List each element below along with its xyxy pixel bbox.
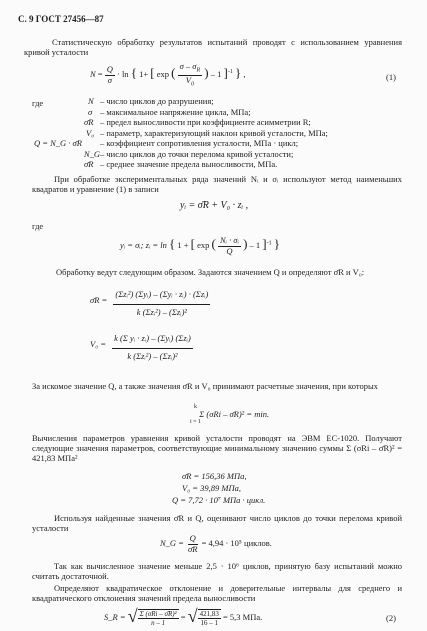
equation-2: S_R = √ $\frac{\text{Σ (σRi – σ̄R)²}}{n - 1}$ = √ $\frac{421,83}{16 - 1}$ = 5,3 МПа. [104, 606, 263, 628]
paragraph-search: За искомое значение Q, а также значения σ̄R и V₀ принимают расчетные значения, при которых [32, 381, 378, 391]
result-q: Q = 7,72 · 10⁷ МПа · цикл. [172, 495, 266, 505]
definition-row: σ – максимальное напряжение цикла, МПа; [88, 106, 251, 117]
equation-1-number: (1) [386, 72, 396, 82]
result-v0: V₀ = 39,89 МПа, [182, 483, 241, 493]
paragraph-deviation: Определяют квадратическое отклонение и доверительные интервалы для среднего и квадратического отклонения значений предела выносливости [32, 583, 402, 603]
paragraph-base-sufficient: Так как вычисленное значение меньше 2,5 · 10⁶ циклов, принятую базу испытаний можно считать достаточной. [32, 561, 402, 581]
equation-sigma-r: σ̄R = $\frac{\text{(Σzᵢ²) (Σyᵢ) – (Σyᵢ · zᵢ) · (Σzᵢ)}}{\text{k (Σzᵢ²) – (Σzᵢ)²}}$ [90, 289, 209, 317]
equation-2-number: (2) [386, 613, 396, 623]
paragraph-breakpoint: Используя найденные значения σ̄R и Q, оценивают число циклов до точки перелома кривой усталости [32, 513, 402, 533]
paragraph-ls-method: При обработке экспериментальных ряда значений Nᵢ и σᵢ используют метод наименьших квадратов и уравнение (1) в записи [32, 174, 402, 194]
page-header: С. 9 ГОСТ 27456—87 [18, 14, 104, 24]
definition-row: N_G – число циклов до точки перелома кривой усталости; [84, 148, 294, 159]
result-sigma-r: σ̄R = 156,36 МПа, [182, 471, 247, 481]
definition-row: σ̄R – среднее значение предела выносливости, МПа. [84, 159, 278, 169]
equation-zi: yᵢ = σᵢ; zᵢ = ln { 1 + [ exp ( $\frac{\text{Nᵢ · σᵢ}}{Q}$ ) – 1 ]$^{-1}$ } [120, 235, 280, 256]
where-label-2: где [32, 221, 44, 231]
equation-yi: yᵢ = σ̄R + V₀ · zᵢ , [180, 200, 249, 211]
paragraph-procedure: Обработку ведут следующим образом. Задаются значением Q и определяют σ̄R и V₀: [56, 267, 365, 277]
intro-paragraph: Статистическую обработку результатов испытаний проводят с использованием уравнения кривой усталости [24, 37, 402, 57]
where-label-1: где [32, 98, 44, 108]
equation-1: N = $\frac{Q}{\sigma}$ · ln { 1+ [ exp ( $\frac{\sigma - \sigma_R}{V_0}$ ) – 1 ]$^{-1}$ } , [90, 61, 246, 88]
eq1-lhs: N [90, 69, 96, 80]
eq1-exp: exp [156, 69, 169, 80]
paragraph-computation: Вычисления параметров уравнения кривой усталости проводят на ЭВМ ЕС-1020. Получают следующие значения параметров, соответствующие минимальному значению суммы Σ (σRi – σ̄R)² = 421,83 МПа² [32, 433, 402, 463]
eq1-frac-inner: $\frac{\sigma - \sigma_R}{V_0}$ [179, 61, 201, 88]
equation-ng: N_G = $\frac{Q}{\sigmāR}$ = 4,94 · 10⁵ циклов. [160, 533, 272, 554]
definition-row: V₀ – параметр, характеризующий наклон кривой усталости, МПа; [86, 127, 328, 138]
eq1-frac-q-sigma: $\frac{Q}{\sigma}$ [106, 63, 113, 85]
definition-row: Q = N_G · σ̄R – коэффициент сопротивления усталости, МПа · цикл; [34, 138, 299, 148]
eq1-ln: · ln [116, 69, 129, 80]
equation-min: k i = 1 Σ (σRi – σ̄R)² = min. [190, 404, 270, 425]
definition-row: σ̄R – предел выносливости при коэффициенте асимметрии R; [84, 117, 311, 127]
definition-row: N – число циклов до разрушения; [88, 96, 214, 106]
equation-v0: V₀ = $\frac{\text{k (Σ yᵢ · zᵢ) – (Σyᵢ) (Σzᵢ)}}{\text{k (Σzᵢ²) – (Σzᵢ)²}}$ [90, 333, 191, 361]
